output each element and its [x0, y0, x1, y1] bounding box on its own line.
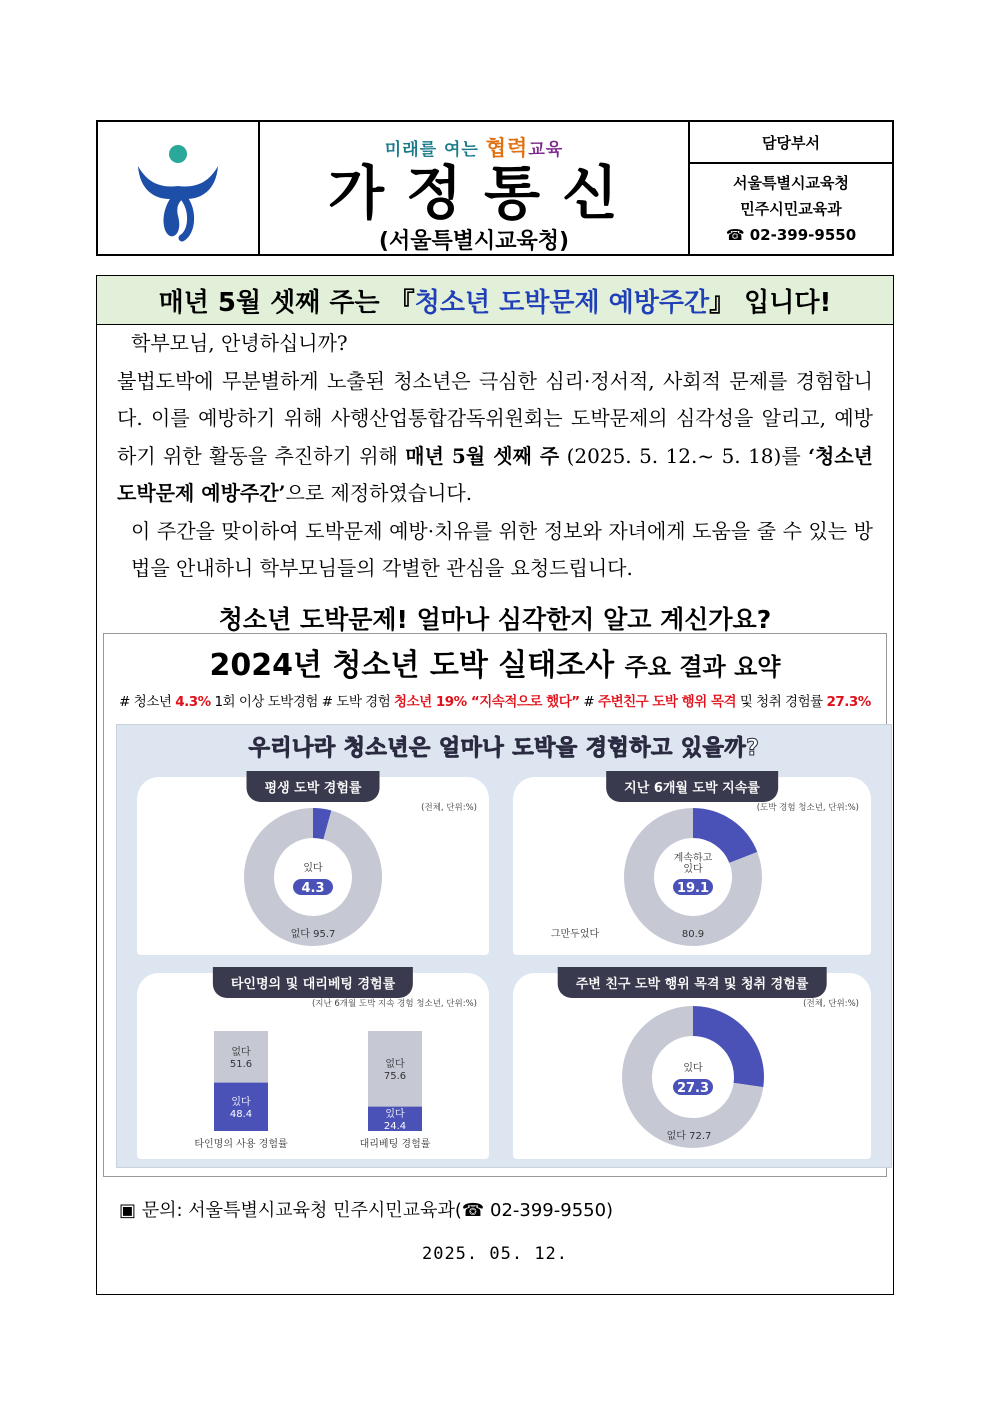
infographic-heading	[117, 731, 891, 762]
donut-slice-no	[259, 823, 367, 931]
notice-body	[96, 275, 894, 1295]
panel-3-title: 타인명의 및 대리베팅 경험률	[213, 967, 413, 998]
banner-text-after: 』 입니다!	[709, 287, 832, 318]
section-heading: 청소년 도박문제! 얼마나 심각한지 알고 계신가요?	[218, 604, 772, 634]
slogan	[260, 132, 688, 162]
paragraph-1-bold-2: ‘청소년 도박문제 예방주간’	[117, 443, 873, 505]
bar-yes-label: 있다 24.4	[383, 1108, 407, 1132]
chart-proxy-betting	[137, 973, 489, 1159]
logo-cell	[98, 122, 260, 254]
survey-title-main: 2024년 청소년 도박 실태조사	[209, 648, 615, 683]
inquiry-line: ▣ 문의: 서울특별시교육청 민주시민교육과(☎ 02-399-9550)	[119, 1200, 614, 1221]
department-name: 민주시민교육과	[740, 200, 842, 218]
slogan-part1: 미래를 여는	[384, 140, 479, 160]
seoul-education-logo	[98, 122, 258, 254]
donut-other-label: 없다 72.7	[666, 1131, 712, 1142]
slogan-part2: 협력	[485, 136, 529, 160]
donut-slice-yes	[693, 1021, 749, 1085]
paragraph-1-bold: 매년 5월 셋째 주	[405, 443, 560, 468]
survey-title-small: 주요 결과 요약	[624, 653, 781, 681]
chart-gambling-persistence	[513, 777, 871, 955]
bar-no-label: 없다 75.6	[383, 1058, 407, 1082]
paragraph-2: 이 주간을 맞이하여 도박문제 예방·치유를 위한 정보와 자녀에게 도움을 줄 수 있는 방법을 안내하니 학부모님들의 각별한 관심을 요청드립니다.	[131, 518, 873, 580]
hashtag-text-4: 및 청취 경험률	[736, 694, 827, 710]
paragraph-1-text-c: 으로 제정하였습니다.	[285, 481, 473, 505]
panel-3-unit: (지난 6개월 도박 지속 경험 청소년, 단위:%)	[311, 999, 477, 1009]
panel-2-title: 지난 6개월 도박 지속률	[606, 771, 778, 802]
donut-value-label: 4.3	[301, 881, 325, 896]
banner-highlight: 청소년 도박문제 예방주간	[414, 287, 710, 318]
chart-lifetime-gambling	[137, 777, 489, 955]
infographic-heading-b: 도박을 경험하고 있을까?	[504, 736, 760, 761]
header-table	[96, 120, 894, 256]
department-cell	[690, 122, 892, 254]
hashtag-red-1: 4.3%	[175, 694, 211, 710]
hashtag-text-2: 1회 이상 도박경험 # 도박 경험	[210, 694, 395, 710]
slogan-part3: 교육	[528, 140, 564, 160]
title-cell	[260, 122, 690, 254]
panel-lifetime-gambling	[137, 777, 489, 955]
hashtag-text-1: # 청소년	[119, 694, 176, 710]
paragraph-1-text-a: 불법도박에 무분별하게 노출된 청소년은 극심한 심리·정서적, 사회적 문제를 경험합니다. 이를 예방하기 위해 사행산업통합감독위원회는 도박문제의 심각성을 알리고, 예방하기 위한 활동을 추진하기 위해	[117, 368, 873, 468]
bar-yes-label: 있다 48.4	[229, 1096, 253, 1120]
survey-title	[104, 640, 886, 684]
infographic-heading-pink: 얼마나	[438, 736, 505, 761]
bar-category-label: 타인명의 사용 경험률	[194, 1139, 288, 1150]
donut-slice-yes	[313, 823, 327, 825]
department-org: 서울특별시교육청	[733, 174, 849, 192]
chart-friend-gambling	[513, 973, 871, 1159]
page-title: 가정통신	[327, 159, 641, 227]
bar-no-label: 없다 51.6	[229, 1046, 253, 1070]
hashtag-red-3: 주변친구 도박 행위 목격	[598, 694, 737, 710]
hashtag-red-2: 청소년 19% “지속적으로 했다”	[394, 694, 580, 710]
donut-center-label: 있다	[683, 1063, 703, 1074]
paragraph-1-text-b: (2025. 5. 12.~ 5. 18)를	[559, 443, 809, 468]
infographic-heading-a: 우리나라 청소년은	[248, 736, 439, 761]
donut-center-label: 계속하고 있다	[673, 853, 713, 875]
infographic	[116, 724, 892, 1168]
donut-other-label: 없다 95.7	[290, 929, 336, 940]
panel-4-title: 주변 친구 도박 행위 목격 및 청취 경험률	[558, 967, 827, 998]
banner-text-before: 매년 5월 셋째 주는 『	[158, 287, 415, 318]
panel-4-unit: (전체, 단위:%)	[803, 999, 859, 1009]
donut-other-label: 그만두었다 80.9	[550, 929, 705, 940]
notice-paragraphs	[97, 325, 893, 588]
department-label: 담당부서	[690, 122, 892, 164]
survey-hashtags	[104, 690, 886, 710]
survey-summary-box	[103, 633, 887, 1177]
bar-category-label: 대리베팅 경험률	[359, 1139, 431, 1150]
panel-gambling-persistence	[513, 777, 871, 955]
hashtag-red-4: 27.3%	[826, 694, 871, 710]
panel-2-unit: (도박 경험 청소년, 단위:%)	[756, 803, 859, 813]
paragraph-1	[117, 363, 873, 513]
donut-value-label: 19.1	[676, 881, 710, 896]
greeting: 학부모님, 안녕하십니까?	[131, 331, 348, 355]
hashtag-text-3: #	[579, 694, 599, 710]
notice-banner	[97, 276, 893, 325]
panel-1-title: 평생 도박 경험률	[247, 771, 380, 802]
department-phone: ☎ 02-399-9550	[725, 226, 857, 244]
donut-value-label: 27.3	[676, 1081, 710, 1096]
issue-date: 2025. 05. 12.	[421, 1244, 569, 1264]
department-info	[690, 164, 892, 254]
panel-proxy-betting	[137, 973, 489, 1159]
page-subtitle: (서울특별시교육청)	[378, 229, 570, 254]
panel-friend-gambling	[513, 973, 871, 1159]
donut-center-label: 있다	[303, 863, 323, 874]
panel-1-unit: (전체, 단위:%)	[421, 803, 477, 813]
